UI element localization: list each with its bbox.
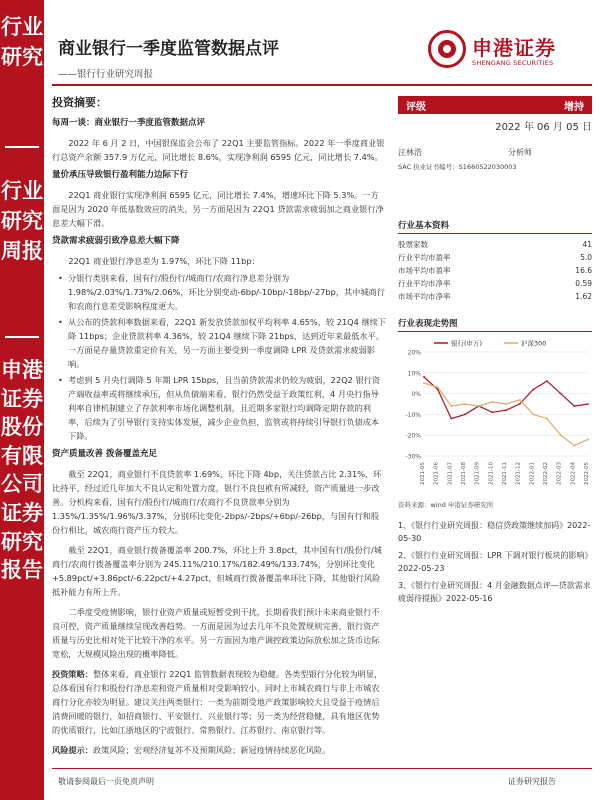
data-point [464,414,466,416]
footer-divider [52,768,592,769]
data-point [423,382,425,384]
data-point [532,414,534,416]
abstract-title: 投资摘要： [52,96,107,109]
logo-english: SHENGANG SECURITIES [472,59,554,67]
data-point [560,434,562,436]
related-report-link[interactable]: 1、《银行行业研究周报：稳信贷政策继续加码》2022-05-30 [398,521,591,543]
x-tick-label: 2021-08 [461,462,467,485]
data-point [450,418,452,420]
sidebar-divider [5,336,39,338]
risk-text: 政策风险；宏观经济复苏不及预期风险；新冠疫情持续恶化风险。 [92,745,331,755]
stats-row [398,238,592,251]
stats-label: 行业平均市净率 [398,279,451,288]
x-tick-label: 2021-11 [502,462,508,485]
stats-value: 16.6 [575,266,592,275]
x-tick-label: 2021-06 [433,462,440,485]
footer-label: 证券研究报告 [508,777,556,786]
strategy-label: 投资策略： [52,669,93,679]
risk-paragraph [52,743,386,757]
paragraph: 截至 22Q1，商业银行拨备覆盖率 200.7%，环比上升 3.8pct，其中国有行/股份行/城商行/农商行拨备覆盖率分别为 245.11%/210.17%/182.49%/133.74%，分别环比变化+5.89pct/+3.86pct/-6.22pct/+4.27pct，但城商行拨备覆盖率环比下降，其他银行风险抵补能力有所上升。 [52,545,382,597]
basic-info-table [398,238,592,303]
data-point [587,403,589,405]
stats-value: 41 [582,240,592,249]
stats-label: 市场平均市净率 [398,292,451,301]
x-tick-label: 2021-12 [515,462,522,485]
right-column [398,96,592,609]
page-subtitle: ——银行行业研究周报 [58,69,154,80]
sidebar-top-label: 行业研究 [1,14,43,69]
data-point [560,393,562,395]
paragraph: 2022 年 6 月 2 日，中国银保监会公布了 22Q1 主要监管指标。2022 年一季度商业银行总资产余额 357.9 万亿元，同比增长 8.6%，实现净利润 6595 亿元，同比增长 7.4%。 [52,138,385,162]
data-point [464,403,466,405]
analyst-info [398,147,592,158]
stats-row [398,251,592,264]
paragraph: 22Q1 商业银行实现净利润 6595 亿元，同比增长 7.4%，增速环比下降 5.3%。一方面是因为 2020 年低基数效应的消失，另一方面是因为 22Q1 贷款需求疲弱加之商业银行净息差大幅下滑。 [52,190,384,228]
sac-number: SAC 执业证书编号：S1660522030003 [398,163,517,171]
rating-label: 评级 [406,101,426,113]
strategy-text: 整体来看，商业银行 22Q1 监管数据表现较为稳健。各类型银行分化较为明显，总体看国有行和股份行净息差和资产质量相对受影响较小，同时上市城农商行与非上市城农商行分化亦较为明显。建议关注两类银行：一类为前期受地产政策影响较大且受益于疫情后消费回暖的银行，如招商银行、平安银行、兴业银行等；另一类为经营稳健，具有地区优势的优质银行，比如江浙地区的宁波银行、常熟银行、江苏银行、南京银行等。 [52,669,383,735]
left-sidebar [0,0,44,800]
data-point [478,405,480,407]
data-point [491,411,493,413]
x-tick-label: 2021-05 [420,462,426,485]
section-heading: 贷款需求疲弱引致净息差大幅下降 [52,236,180,246]
stats-row [398,290,592,303]
footer-disclaimer[interactable]: 敬请参阅最后一页免责声明 [58,777,154,786]
x-tick-label: 2021-09 [474,462,481,485]
related-reports [398,519,592,605]
data-point [573,445,575,447]
data-point [546,418,548,420]
data-point [546,380,548,382]
data-point [573,405,575,407]
data-point [519,403,521,405]
data-point [491,401,493,403]
stats-label: 市场平均市盈率 [398,266,451,275]
related-report-link[interactable]: 3、《银行行业研究周报：4 月金融数据点评—贷款需求疲弱待提振》2022-05-16 [398,581,591,603]
y-tick-label: 10% [407,370,421,378]
legend-label: 沪深300 [521,339,547,348]
legend-label: 银行(申万) [451,339,483,348]
stats-label: 股票家数 [398,240,428,249]
stats-label: 行业平均市盈率 [398,253,451,262]
header-divider [52,84,592,86]
page-title: 商业银行一季度监管数据点评 [58,39,279,59]
data-point [532,389,534,391]
company-logo [428,30,598,70]
list-item: • 考虑到 5 月央行调降 5 年期 LPR 15bps，且当前贷款需求仍较为疲弱，22Q2 银行资产端收益率或将继续承压，但从负债端来看，银行仍然受益于政策红利，4 月央行指导利率自律机制建立了存款利率市场化调整机制，且近期多家银行均调降定期存款的利率，后续为了引导银行支持实体发展，减少企业负担，监管或将持续引导银行负债成本下降。 [58,373,386,443]
list-item: • 从公布的贷款利率数据来看，22Q1 新发放贷款加权平均利率 4.65%，较 21Q4 继续下降 11bps；企业贷款利率 4.36%，较 21Q4 继续下降 21bps，达到近年来最低水平。一方面是存量贷款重定价有关，另一方面主要受到一季度调降 LPR 及贷款需求疲弱影响。 [58,315,386,371]
sidebar-divider [5,146,39,148]
y-tick-label: 20% [407,349,421,357]
series-line [424,377,588,419]
section-heading: 资产质量改善 拨备覆盖充足 [52,449,157,459]
sidebar-bottom-label: 申港证券股份有限公司证券研究报告 [1,357,43,583]
data-point [450,405,452,407]
strategy-paragraph [52,667,386,737]
x-tick-label: 2022-01 [529,462,536,485]
x-tick-label: 2022-03 [556,462,563,485]
data-point [505,403,507,405]
data-point [587,438,589,440]
analyst-role: 分析师 [508,148,532,157]
risk-label: 风险提示： [52,745,93,755]
performance-chart [398,336,592,496]
stats-row [398,264,592,277]
data-point [505,409,507,411]
related-report-link[interactable]: 2、《银行行业研究周报：LPR 下调对银行板块的影响》2022-05-23 [398,551,589,573]
weekly-heading: 每周一谈：商业银行一季度监管数据点评 [52,118,206,128]
x-tick-label: 2021-07 [447,462,454,485]
y-tick-label: -30% [405,453,421,461]
rating-value: 增持 [564,101,584,113]
chart-svg [398,336,592,496]
report-date: 2022 年 06 月 05 日 [495,122,592,133]
paragraph: 22Q1 商业银行净息差为 1.97%，环比下降 11bp： [68,256,260,266]
rating-bar [398,96,592,114]
stats-value: 5.0 [580,253,592,262]
x-tick-label: 2021-10 [488,462,495,485]
sidebar-mid-label: 行业研究周报 [1,178,43,263]
section-heading: 量价承压导致银行盈利能力边际下行 [52,170,189,180]
y-tick-label: -10% [405,411,421,419]
bullet-list [52,271,386,443]
data-point [423,376,425,378]
chart-source: 资料来源：wind 申港证券研究所 [398,501,494,509]
data-point [437,386,439,388]
basic-info-heading: 行业基本资料 [398,219,592,234]
logo-emblem-icon [428,30,466,68]
paragraph: 二季度受疫情影响，银行业资产质量或短暂受到干扰，长期看我们预计未来商业银行不良可控，资产质量继续呈现改善趋势。一方面是因为过去几年不良处置规则完善，银行资产质量与历史比相对处于比较干净的水平。另一方面因为地产调控政策边际放松加之货币边际宽松，大规模风险出现的概率降低。 [52,607,380,659]
x-tick-label: 2022-02 [543,462,549,485]
y-tick-label: -20% [405,432,421,440]
stats-row [398,277,592,290]
chart-heading: 行业表现走势图 [398,317,592,332]
x-tick-label: 2022-04 [570,462,577,485]
analyst-name: 汪林浩 [398,148,422,157]
paragraph: 截至 22Q1，商业银行不良贷款率 1.69%，环比下降 4bp，关注贷款占比 2.31%，环比持平，经过近几年加大不良认定和处置力度，银行不良包袱有所减轻，资产质量进一步改善。分机构来看，国有行/股份行/城商行/农商行不良贷款率分别为 1.35%/1.35%/1.96%/3.37%，分别环比变化-2bps/-2bps/+6bp/-26bp，与国有行和股份行相比，城农商行资产压力较大。 [52,469,382,535]
stats-value: 0.59 [575,279,592,288]
abstract-section [52,96,386,757]
y-tick-label: 0% [411,391,421,399]
logo-name: 申港证券 [472,36,556,60]
x-tick-label: 2022-05 [584,462,590,485]
list-item: • 分银行类别来看，国有行/股份行/城商行/农商行净息差分别为 1.98%/2.03%/1.73%/2.06%，环比分别变动-6bp/-10bp/-18bp/-27bp，其中城商行和农商行息差受影响程度更大。 [58,271,386,313]
data-point [519,399,521,401]
stats-value: 1.62 [575,292,592,301]
